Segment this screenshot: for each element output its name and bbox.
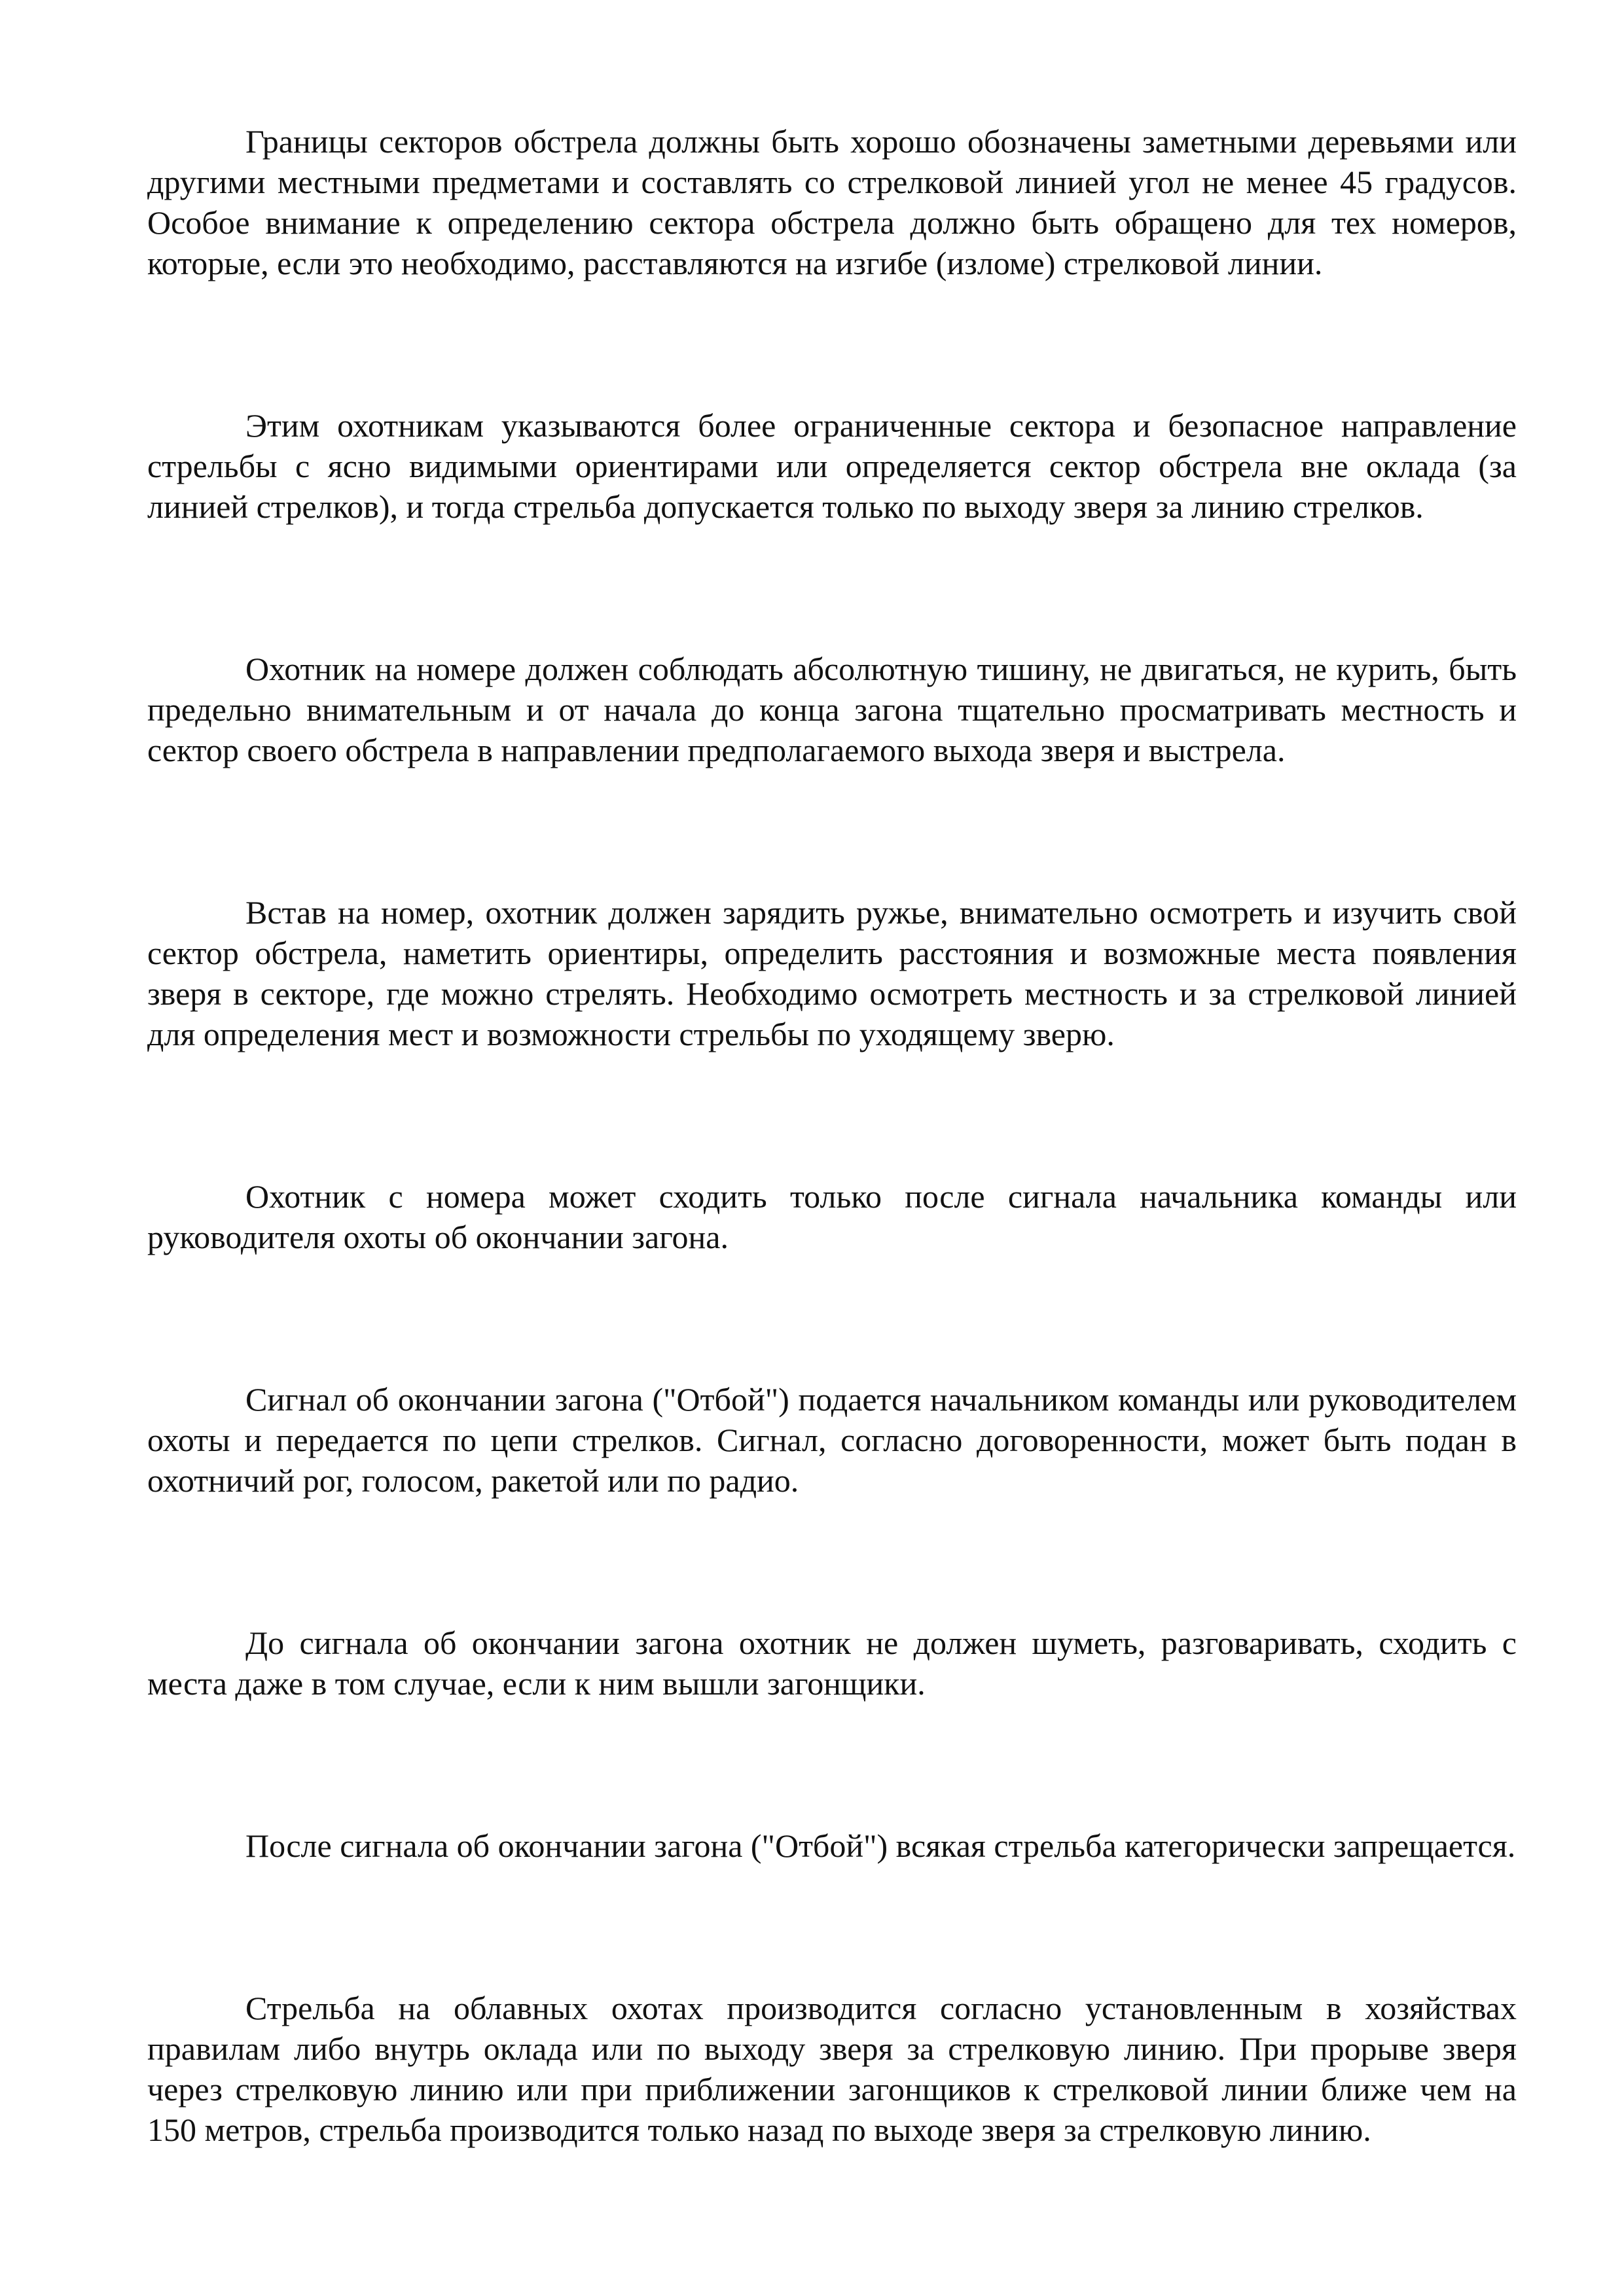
paragraph-leaving-stand: Охотник с номера может сходить только после сигнала начальника команды или руководителя охоты об окончании загона. — [147, 1178, 1517, 1255]
document-body — [147, 121, 1517, 2272]
paragraph-sector-boundaries: Границы секторов обстрела должны быть хорошо обозначены заметными деревьями или другими местными предметами и составлять со стрелковой линией угол не менее 45 градусов. Особое внимание к определению сектора обстрела должно быть обращено для тех номеров, которые, если это необходимо, расставляются на изгибе (изломе) стрелковой линии. — [147, 123, 1517, 281]
paragraph-silence-on-stand: Охотник на номере должен соблюдать абсолютную тишину, не двигаться, не курить, быть предельно внимательным и от начала до конца загона тщательно просматривать местность и сектор своего обстрела в направлении предполагаемого выхода зверя и выстрела. — [147, 651, 1517, 768]
paragraph-loading-and-study: Встав на номер, охотник должен зарядить ружье, внимательно осмотреть и изучить свой сектор обстрела, наметить ориентиры, определить расстояния и возможные места появления зверя в секторе, где можно стрелять. Необходимо осмотреть местность и за стрелковой линией для определения мест и возможности стрельбы по уходящему зверю. — [147, 894, 1517, 1052]
paragraph-limited-sectors: Этим охотникам указываются более ограниченные сектора и безопасное направление стрельбы с ясно видимыми ориентирами или определяется сектор обстрела вне оклада (за линией стрелков), и тогда стрельба допускается только по выходу зверя за линию стрелков. — [147, 407, 1517, 525]
paragraph-end-signal: Сигнал об окончании загона ("Отбой") подается начальником команды или руководителем охоты и передается по цепи стрелков. Сигнал, согласно договоренности, может быть подан в охотничий рог, голосом, ракетой или по радио. — [147, 1381, 1517, 1499]
paragraph-after-signal: После сигнала об окончании загона ("Отбой") всякая стрельба категорически запрещается. — [245, 1827, 1516, 1864]
paragraph-shooting-rules: Стрельба на облавных охотах производится согласно установленным в хозяйствах правилам либо внутрь оклада или по выходу зверя за стрелковую линию. При прорыве зверя через стрелковую линию или при приближении загонщиков к стрелковой линии ближе чем на 150 метров, стрельба производится только назад по выходе зверя за стрелковую линию. — [147, 1990, 1517, 2148]
paragraph-before-signal: До сигнала об окончании загона охотник не должен шуметь, разговаривать, сходить с места даже в том случае, если к ним вышли загонщики. — [147, 1624, 1517, 1702]
